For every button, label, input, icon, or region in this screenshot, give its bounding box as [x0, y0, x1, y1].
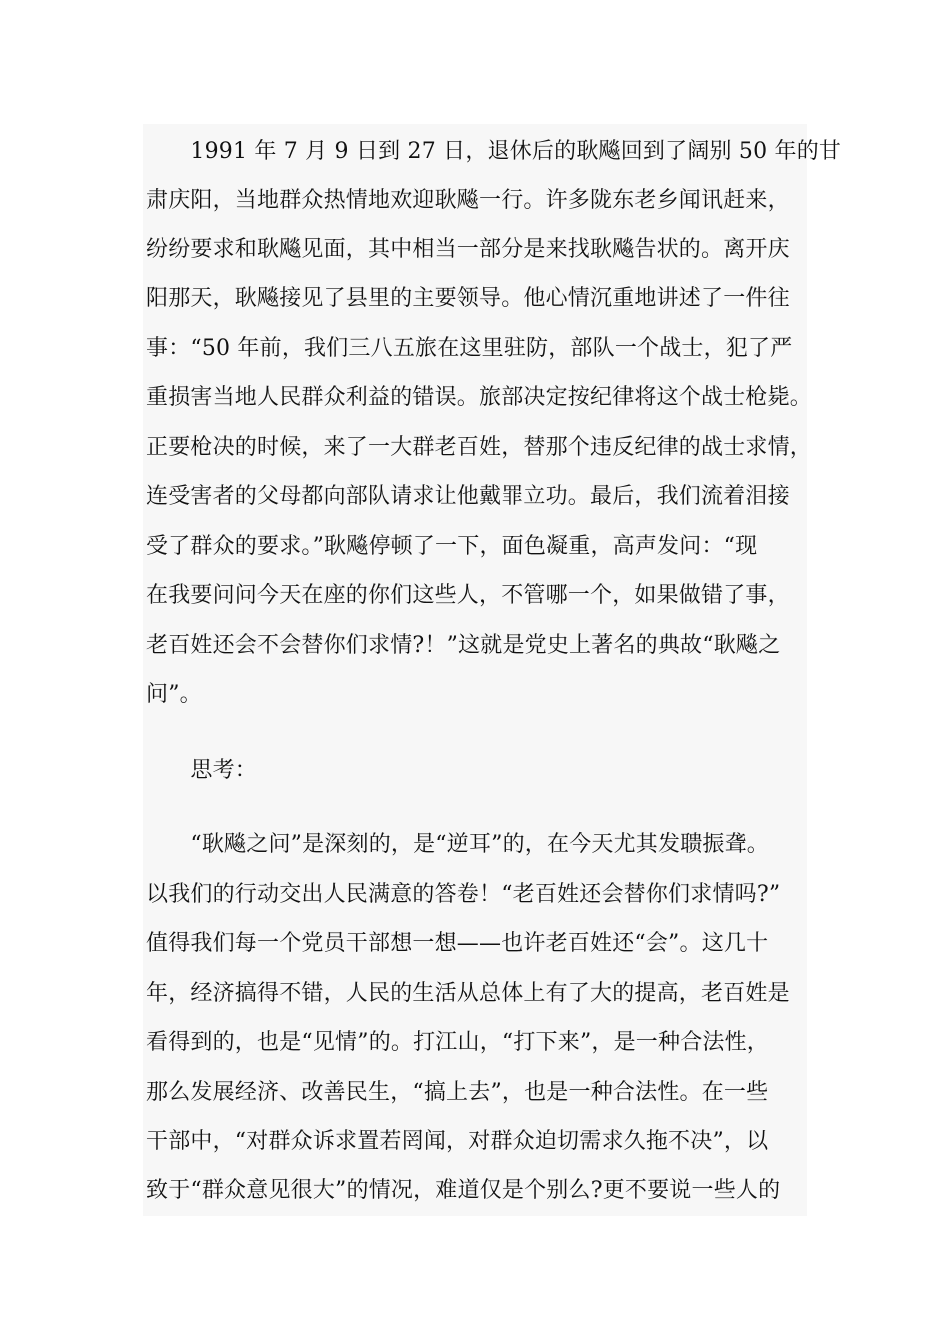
- text-block: [143, 124, 842, 1216]
- paragraph1-line: 在我要问问今天在座的你们这些人，不管哪一个，如果做错了事，: [146, 583, 790, 608]
- paragraph2-line: 以我们的行动交出人民满意的答卷！“老百姓还会替你们求情吗?”: [146, 882, 781, 907]
- section-heading: 思考：: [146, 758, 258, 783]
- paragraph2-line: 值得我们每一个党员干部想一想——也许老百姓还“会”。这几十: [146, 931, 769, 956]
- paragraph1-line: 纷纷要求和耿飚见面，其中相当一部分是来找耿飚告状的。离开庆: [146, 237, 790, 262]
- paragraph2-line: 那么发展经济、改善民生，“搞上去”，也是一种合法性。在一些: [146, 1080, 769, 1105]
- paragraph1-line: 事：“50 年前，我们三八五旅在这里驻防，部队一个战士，犯了严: [146, 336, 793, 361]
- paragraph2-line: 致于“群众意见很大”的情况，难道仅是个别么?更不要说一些人的: [146, 1178, 781, 1203]
- paragraph1-line: 问”。: [146, 682, 202, 707]
- paragraph2-line: 看得到的，也是“见情”的。打江山，“打下来”，是一种合法性，: [146, 1030, 769, 1055]
- paragraph2-line: 干部中，“对群众诉求置若罔闻，对群众迫切需求久拖不决”，以: [146, 1129, 769, 1154]
- paragraph1-line: 1991 年 7 月 9 日到 27 日，退休后的耿飚回到了阔别 50 年的甘: [146, 139, 842, 164]
- paragraph2-line: 年，经济搞得不错，人民的生活从总体上有了大的提高，老百姓是: [146, 981, 790, 1006]
- paragraph1-line: 连受害者的父母都向部队请求让他戴罪立功。最后，我们流着泪接: [146, 484, 790, 509]
- paragraph1-line: 正要枪决的时候，来了一大群老百姓，替那个违反纪律的战士求情，: [146, 435, 813, 460]
- paragraph2-line: “耿飚之问”是深刻的，是“逆耳”的，在今天尤其发聩振聋。: [146, 832, 769, 857]
- paragraph1-line: 老百姓还会不会替你们求情?！”这就是党史上著名的典故“耿飚之: [146, 633, 781, 658]
- paragraph1-line: 受了群众的要求。”耿飚停顿了一下，面色凝重，高声发问：“现: [146, 534, 758, 559]
- paragraph1-line: 阳那天，耿飚接见了县里的主要领导。他心情沉重地讲述了一件往: [146, 286, 790, 311]
- paragraph1-line: 肃庆阳，当地群众热情地欢迎耿飚一行。许多陇东老乡闻讯赶来，: [146, 188, 790, 213]
- paragraph1-line: 重损害当地人民群众利益的错误。旅部决定按纪律将这个战士枪毙。: [146, 385, 813, 410]
